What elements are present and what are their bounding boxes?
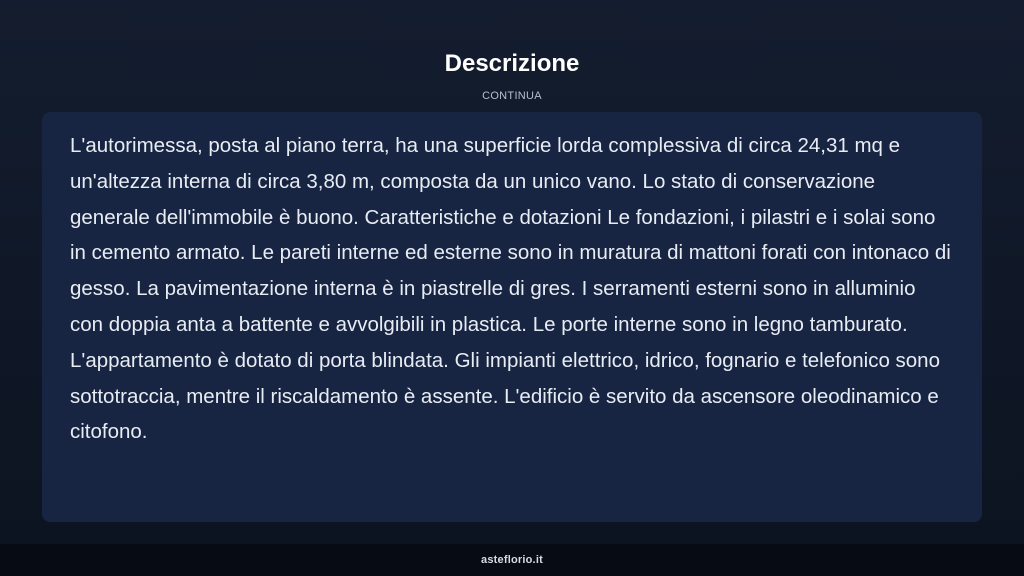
footer-bar bbox=[0, 544, 1024, 576]
description-card bbox=[42, 112, 982, 522]
footer-brand: asteflorio.it bbox=[481, 554, 543, 566]
description-text: L'autorimessa, posta al piano terra, ha una superficie lorda complessiva di circa 24,31 mq e un'altezza interna di circa 3,80 m, composta da un unico vano. Lo stato di conservazione generale dell'immobile è buono. Caratteristiche e dotazioni Le fondazioni, i pilastri e i solai sono in cemento armato. Le pareti interne ed esterne sono in muratura di mattoni forati con intonaco di gesso. La pavimentazione interna è in piastrelle di gres. I serramenti esterni sono in alluminio con doppia anta a battente e avvolgibili in plastica. Le porte interne sono in legno tamburato. L'appartamento è dotato di porta blindata. Gli impianti elettrico, idrico, fognario e telefonico sono sottotraccia, mentre il riscaldamento è assente. L'edificio è servito da ascensore oleodinamico e citofono. bbox=[70, 134, 951, 444]
page-title: Descrizione bbox=[444, 50, 580, 77]
continue-link[interactable]: CONTINUA bbox=[482, 90, 542, 102]
header bbox=[0, 48, 1024, 102]
